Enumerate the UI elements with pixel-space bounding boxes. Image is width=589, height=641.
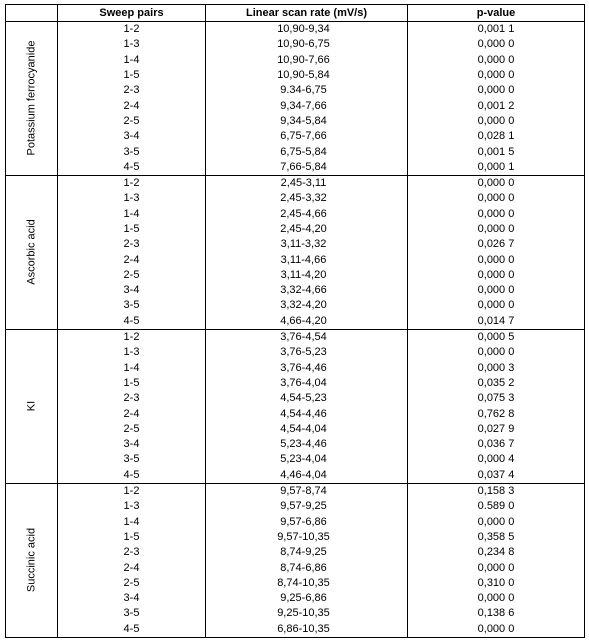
table-row [6,622,585,638]
p-value-cell: 0,000 0 [408,83,585,98]
group-label-cell [6,329,58,483]
sweep-pair-cell: 4-5 [58,314,206,330]
sweep-pair-cell: 2-3 [58,237,206,252]
table-row [6,222,585,237]
group-label-cell [6,22,58,176]
sweep-pair-cell: 3-4 [58,591,206,606]
sweep-pair-cell: 1-3 [58,499,206,514]
p-value-cell: 0,000 5 [408,329,585,345]
scan-rate-cell: 6,75-7,66 [206,129,408,144]
table-row [6,329,585,345]
p-value-cell: 0,036 7 [408,437,585,452]
p-value-cell: 0,037 4 [408,468,585,484]
p-value-cell: 0,000 0 [408,191,585,206]
group-label: KI [25,401,37,412]
table-row [6,252,585,267]
table-row [6,129,585,144]
table-row [6,53,585,68]
table-row [6,114,585,129]
scan-rate-cell: 3,76-5,23 [206,345,408,360]
scan-rate-cell: 3,32-4,20 [206,298,408,313]
scan-rate-cell: 2,45-3,11 [206,175,408,191]
table-row [6,144,585,159]
sweep-pair-cell: 2-4 [58,252,206,267]
p-value-cell: 0,138 6 [408,606,585,621]
sweep-pair-cell: 1-4 [58,515,206,530]
scan-rate-cell: 9,57-10,35 [206,530,408,545]
group-label-cell [6,483,58,637]
scan-rate-cell: 4,46-4,04 [206,468,408,484]
table-row [6,298,585,313]
scan-rate-cell: 3,11-3,32 [206,237,408,252]
p-value-cell: 0,000 1 [408,160,585,176]
scan-rate-cell: 5,23-4,46 [206,437,408,452]
table-row [6,237,585,252]
p-value-cell: 0,000 0 [408,591,585,606]
table-row [6,422,585,437]
scan-rate-cell: 7,66-5,84 [206,160,408,176]
p-value-cell: 0,000 4 [408,452,585,467]
p-value-cell: 0,000 3 [408,361,585,376]
sweep-pair-cell: 1-5 [58,376,206,391]
scan-rate-cell: 2,45-3,32 [206,191,408,206]
p-value-cell: 0,000 0 [408,345,585,360]
scan-rate-cell: 3,76-4,04 [206,376,408,391]
sweep-pair-cell: 4-5 [58,160,206,176]
sweep-pair-cell: 4-5 [58,468,206,484]
header-sweep-pairs: Sweep pairs [58,5,206,22]
scan-rate-cell: 4,54-5,23 [206,391,408,406]
sweep-pair-cell: 1-5 [58,222,206,237]
sweep-pair-cell: 1-4 [58,361,206,376]
table-row [6,37,585,52]
p-value-cell: 0,310 0 [408,576,585,591]
table-row [6,283,585,298]
scan-rate-cell: 9,25-10,35 [206,606,408,621]
scan-rate-cell: 10,90-7,66 [206,53,408,68]
sweep-pair-cell: 1-5 [58,530,206,545]
scan-rate-cell: 8,74-9,25 [206,545,408,560]
table-row [6,545,585,560]
table-row [6,345,585,360]
sweep-pair-cell: 2-4 [58,98,206,113]
p-value-cell: 0,000 0 [408,114,585,129]
sweep-pair-cell: 2-5 [58,576,206,591]
scan-rate-cell: 10,90-9,34 [206,22,408,38]
scan-rate-cell: 10,90-5,84 [206,68,408,83]
header-p-value: p-value [408,5,585,22]
sweep-pair-cell: 2-5 [58,268,206,283]
sweep-pair-cell: 4-5 [58,622,206,638]
table-row [6,160,585,176]
scan-rate-cell: 3,76-4,46 [206,361,408,376]
p-value-cell: 0,035 2 [408,376,585,391]
p-value-cell: 0,000 0 [408,175,585,191]
scan-rate-cell: 4,54-4,46 [206,406,408,421]
scan-rate-cell: 9,34-5,84 [206,114,408,129]
sweep-pair-cell: 3-5 [58,144,206,159]
p-value-cell: 0,000 0 [408,252,585,267]
results-table [5,4,585,638]
p-value-cell: 0,358 5 [408,530,585,545]
scan-rate-cell: 3,11-4,66 [206,252,408,267]
p-value-cell: 0,000 0 [408,207,585,222]
p-value-cell: 0,027 9 [408,422,585,437]
table-row [6,452,585,467]
p-value-cell: 0,026 7 [408,237,585,252]
p-value-cell: 0,000 0 [408,37,585,52]
table-row [6,22,585,38]
sweep-pair-cell: 2-5 [58,114,206,129]
table-row [6,530,585,545]
sweep-pair-cell: 1-3 [58,191,206,206]
sweep-pair-cell: 1-4 [58,207,206,222]
scan-rate-cell: 4,66-4,20 [206,314,408,330]
sweep-pair-cell: 3-5 [58,452,206,467]
header-linear-scan-rate: Linear scan rate (mV/s) [206,5,408,22]
group-label: Potassium ferrocyanide [25,41,37,156]
table-row [6,515,585,530]
sweep-pair-cell: 3-4 [58,437,206,452]
p-value-cell: 0,000 0 [408,515,585,530]
scan-rate-cell: 9,34-7,66 [206,98,408,113]
scan-rate-cell: 3,32-4,66 [206,283,408,298]
p-value-cell: 0,000 0 [408,268,585,283]
scan-rate-cell: 9.34-6,75 [206,83,408,98]
sweep-pair-cell: 2-3 [58,83,206,98]
scan-rate-cell: 9,57-9,25 [206,499,408,514]
table-row [6,68,585,83]
sweep-pair-cell: 3-5 [58,298,206,313]
sweep-pair-cell: 1-2 [58,483,206,499]
group-label-cell [6,175,58,329]
p-value-cell: 0,234 8 [408,545,585,560]
sweep-pair-cell: 1-2 [58,22,206,38]
table-row [6,83,585,98]
table-row [6,468,585,484]
table-row [6,576,585,591]
sweep-pair-cell: 1-2 [58,175,206,191]
p-value-cell: 0,001 2 [408,98,585,113]
p-value-cell: 0,028 1 [408,129,585,144]
table-row [6,437,585,452]
table-row [6,606,585,621]
sweep-pair-cell: 1-2 [58,329,206,345]
results-table-container [5,4,584,638]
table-row [6,560,585,575]
table-row [6,175,585,191]
scan-rate-cell: 9,57-6,86 [206,515,408,530]
table-row [6,191,585,206]
sweep-pair-cell: 2-4 [58,560,206,575]
table-row [6,314,585,330]
sweep-pair-cell: 2-4 [58,406,206,421]
scan-rate-cell: 9,57-8,74 [206,483,408,499]
p-value-cell: 0,000 0 [408,68,585,83]
table-row [6,499,585,514]
p-value-cell: 0,000 0 [408,53,585,68]
table-row [6,376,585,391]
p-value-cell: 0,014 7 [408,314,585,330]
p-value-cell: 0,000 0 [408,222,585,237]
p-value-cell: 0,000 0 [408,560,585,575]
p-value-cell: 0,000 0 [408,622,585,638]
sweep-pair-cell: 1-5 [58,68,206,83]
sweep-pair-cell: 3-4 [58,129,206,144]
scan-rate-cell: 8,74-10,35 [206,576,408,591]
sweep-pair-cell: 2-3 [58,391,206,406]
p-value-cell: 0,000 0 [408,283,585,298]
p-value-cell: 0,075 3 [408,391,585,406]
scan-rate-cell: 10,90-6,75 [206,37,408,52]
table-row [6,98,585,113]
scan-rate-cell: 3,76-4,54 [206,329,408,345]
scan-rate-cell: 3,11-4,20 [206,268,408,283]
scan-rate-cell: 6,75-5,84 [206,144,408,159]
table-row [6,406,585,421]
table-body [6,22,585,638]
p-value-cell: 0,000 0 [408,298,585,313]
table-row [6,361,585,376]
scan-rate-cell: 6,86-10,35 [206,622,408,638]
sweep-pair-cell: 3-4 [58,283,206,298]
sweep-pair-cell: 1-4 [58,53,206,68]
sweep-pair-cell: 1-3 [58,345,206,360]
sweep-pair-cell: 2-5 [58,422,206,437]
table-row [6,268,585,283]
sweep-pair-cell: 1-3 [58,37,206,52]
scan-rate-cell: 8,74-6,86 [206,560,408,575]
sweep-pair-cell: 3-5 [58,606,206,621]
p-value-cell: 0,001 5 [408,144,585,159]
table-row [6,483,585,499]
table-row [6,591,585,606]
group-label: Succinic acid [25,528,37,593]
header-row [6,5,585,22]
p-value-cell: 0,001 1 [408,22,585,38]
scan-rate-cell: 2,45-4,20 [206,222,408,237]
p-value-cell: 0,762 8 [408,406,585,421]
scan-rate-cell: 4,54-4,04 [206,422,408,437]
p-value-cell: 0,158 3 [408,483,585,499]
p-value-cell: 0.589 0 [408,499,585,514]
sweep-pair-cell: 2-3 [58,545,206,560]
table-row [6,391,585,406]
scan-rate-cell: 2,45-4,66 [206,207,408,222]
scan-rate-cell: 9,25-6,86 [206,591,408,606]
scan-rate-cell: 5,23-4,04 [206,452,408,467]
group-label: Ascorbic acid [25,219,37,286]
header-group [6,5,58,22]
table-row [6,207,585,222]
